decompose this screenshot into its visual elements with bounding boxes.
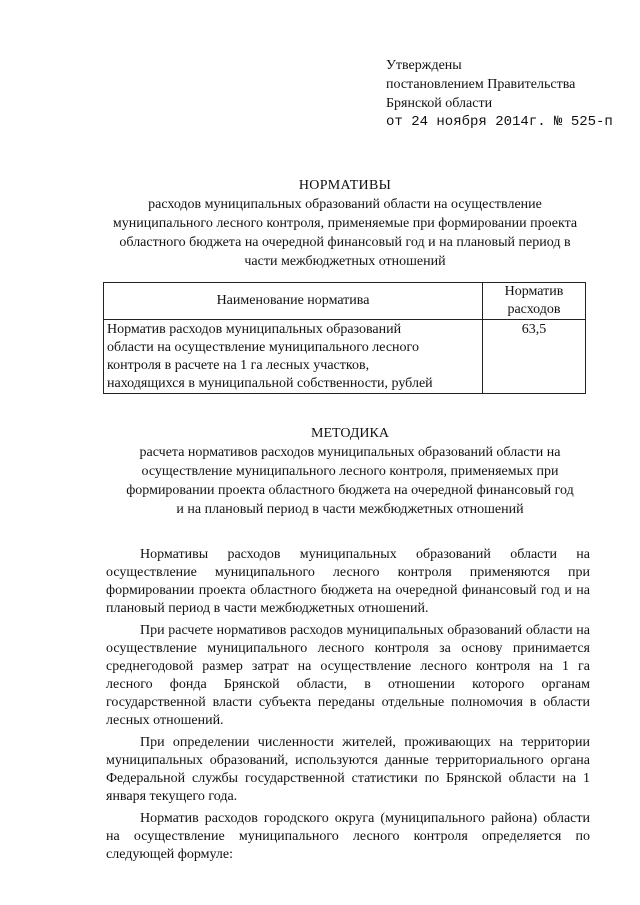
paragraph: Нормативы расходов муниципальных образований области на осуществление муниципального лесного контроля применяются при формировании проекта областного бюджета на очередной финансовый год и на плановый период в части межбюджетных отношений. <box>106 547 590 616</box>
row-norm-name-line: контроля в расчете на 1 га лесных участков, <box>107 358 370 373</box>
methodology-subtitle-line: осуществление муниципального лесного контроля, применяемых при <box>141 464 559 479</box>
approval-line-approved: Утверждены <box>386 58 462 73</box>
approval-line-region: Брянской области <box>386 96 493 111</box>
methodology-subtitle-line: расчета нормативов расходов муниципальных образований области на <box>139 445 561 460</box>
column-header-name: Наименование норматива <box>104 283 483 320</box>
norms-table <box>103 282 586 394</box>
row-norm-name-line: находящихся в муниципальной собственности, рублей <box>107 376 433 391</box>
approval-line-date: от 24 ноября 2014г. № 525-п <box>386 114 613 130</box>
row-norm-name-line: области на осуществление муниципального лесного <box>107 340 419 355</box>
paragraph: При расчете нормативов расходов муниципальных образований области на осуществление муниципального лесного контроля за основу принимается среднегодовой размер затрат на осуществление лесного контроля на 1 га лесного фонда Брянской области, в отношении которого органам государственной власти субъекта переданы отдельные полномочия в области лесных отношений. <box>106 623 590 728</box>
norms-subtitle-line: муниципального лесного контроля, применяемые при формировании проекта <box>112 216 578 231</box>
column-header-value <box>483 283 586 320</box>
norms-subtitle-line: части межбюджетных отношений <box>244 254 446 269</box>
row-norm-name <box>104 320 483 394</box>
column-header-value-line: расходов <box>507 302 561 317</box>
methodology-body <box>106 546 590 868</box>
row-norm-value: 63,5 <box>483 320 586 394</box>
approval-stamp <box>386 56 613 132</box>
table-header-row <box>104 283 586 320</box>
column-header-value-line: Норматив <box>504 284 564 299</box>
methodology-heading: МЕТОДИКА <box>311 426 389 441</box>
methodology-title-block <box>100 424 600 519</box>
norms-title-block <box>90 176 600 271</box>
methodology-subtitle-line: и на плановый период в части межбюджетных отношений <box>176 502 524 517</box>
paragraph: Норматив расходов городского округа (муниципального района) области на осуществление муниципального лесного контроля определяется по следующей формуле: <box>106 811 590 862</box>
norms-subtitle-line: расходов муниципальных образований области на осуществление <box>148 197 542 212</box>
norms-subtitle-line: областного бюджета на очередной финансовый год и на плановый период в <box>119 235 571 250</box>
table-row <box>104 320 586 394</box>
methodology-subtitle-line: формировании проекта областного бюджета на очередной финансовый год <box>126 483 574 498</box>
norms-heading: НОРМАТИВЫ <box>298 178 392 193</box>
paragraph: При определении численности жителей, проживающих на территории муниципальных образований, используются данные территориального органа Федеральной службы государственной статистики по Брянской области на 1 января текущего года. <box>106 735 590 804</box>
row-norm-name-line: Норматив расходов муниципальных образований <box>107 322 402 337</box>
approval-line-resolution: постановлением Правительства <box>386 77 576 92</box>
